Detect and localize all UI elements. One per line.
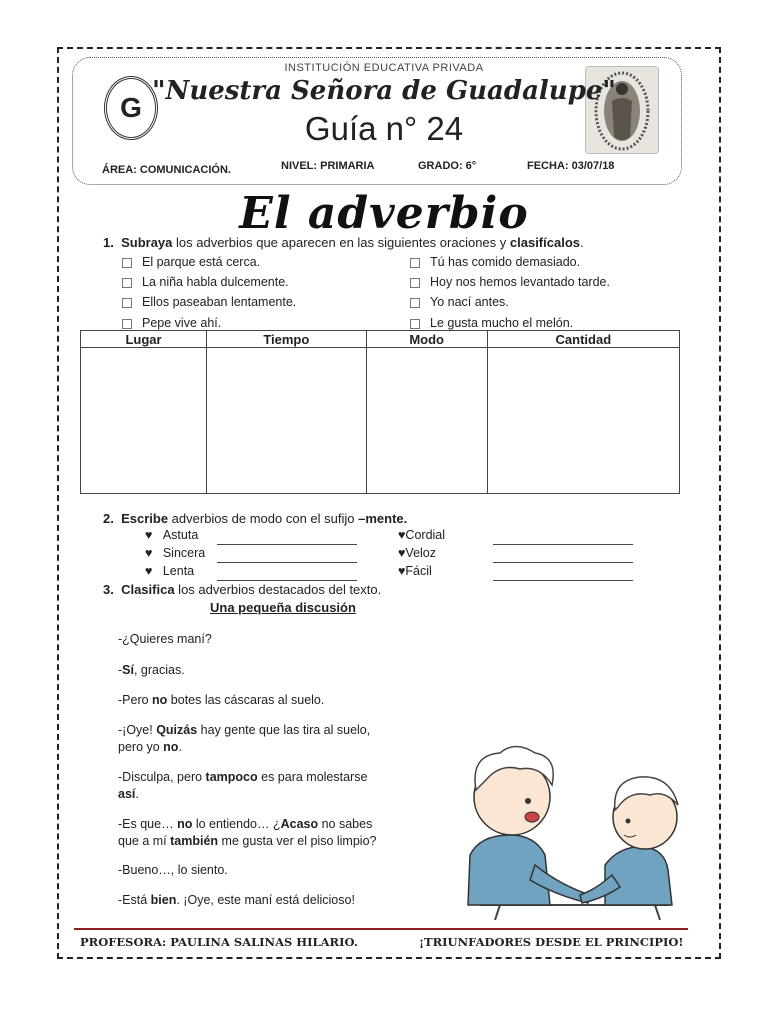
ex1-text-a: los adverbios que aparecen en las siguientes oraciones y	[172, 235, 510, 250]
sentence-right-4: Le gusta mucho el melón.	[410, 316, 573, 330]
dialogue-line-6: -Es que… no lo entiendo… ¿Acaso no sabes que a mí también me gusta ver el piso limpio?	[118, 817, 377, 848]
col-cantidad: Cantidad	[487, 331, 679, 348]
col-tiempo: Tiempo	[207, 331, 367, 348]
checkbox-icon	[410, 319, 420, 329]
dialogue-line-8: -Está bien. ¡Oye, este maní está delicioso!	[118, 893, 355, 907]
ex1-verb: Subraya	[121, 235, 173, 250]
col-modo: Modo	[366, 331, 487, 348]
answer-line-right-2[interactable]	[493, 550, 633, 568]
checkbox-icon	[122, 258, 132, 268]
col-lugar: Lugar	[81, 331, 207, 348]
ex1-verb2: clasifícalos	[509, 235, 580, 250]
checkbox-icon	[122, 319, 132, 329]
cell-cantidad[interactable]	[487, 348, 679, 494]
answer-line-right-3[interactable]	[493, 568, 633, 586]
children-illustration	[440, 735, 700, 920]
ex1-text-b: .	[580, 235, 584, 250]
word-right-2: ♥Veloz	[398, 546, 437, 560]
checkbox-icon	[410, 278, 420, 288]
cell-lugar[interactable]	[81, 348, 207, 494]
word-right-1: ♥Cordial	[398, 528, 446, 542]
heart-icon: ♥	[145, 528, 153, 542]
guide-number: Guía n° 24	[304, 110, 464, 147]
sentence-left-4: Pepe vive ahí.	[122, 316, 221, 330]
logo-letter: G	[120, 92, 142, 123]
footer-divider	[74, 928, 688, 930]
school-motto: ¡TRIUNFADORES DESDE EL PRINCIPIO!	[419, 935, 684, 949]
dialogue-line-2: -Sí, gracias.	[118, 663, 185, 677]
checkbox-icon	[410, 298, 420, 308]
answer-line-left-1[interactable]	[217, 532, 357, 550]
classification-table	[80, 330, 680, 494]
story-title: Una pequeña discusión	[210, 600, 356, 615]
dialogue-line-3: -Pero no botes las cáscaras al suelo.	[118, 693, 325, 707]
area-label: ÁREA: COMUNICACIÓN.	[102, 164, 231, 176]
exercise1-instruction	[103, 235, 584, 250]
grade-label: GRADO: 6°	[418, 160, 477, 172]
word-left-1: ♥ Astuta	[145, 528, 199, 542]
sentence-left-1: El parque está cerca.	[122, 255, 260, 269]
dialogue-line-5: -Disculpa, pero tampoco es para molestarse así.	[118, 770, 368, 801]
exercise2-instruction: 2. Escribe adverbios de modo con el sufijo –mente.	[103, 511, 408, 526]
teacher-name: PROFESORA: PAULINA SALINAS HILARIO.	[80, 935, 358, 949]
ex1-number: 1.	[103, 235, 114, 250]
heart-icon: ♥	[145, 546, 153, 560]
word-left-3: ♥ Lenta	[145, 564, 195, 578]
date-label: FECHA: 03/07/18	[527, 160, 615, 172]
checkbox-icon	[410, 258, 420, 268]
school-name: "Nuestra Señora de Guadalupe"	[152, 76, 616, 106]
sentence-left-3: Ellos paseaban lentamente.	[122, 295, 296, 309]
cell-modo[interactable]	[366, 348, 487, 494]
answer-line-right-1[interactable]	[493, 532, 633, 550]
answer-line-left-2[interactable]	[217, 550, 357, 568]
sentence-right-2: Hoy nos hemos levantado tarde.	[410, 275, 610, 289]
dialogue-line-4: -¡Oye! Quizás hay gente que las tira al suelo, pero yo no.	[118, 723, 371, 754]
heart-icon: ♥	[398, 546, 406, 560]
worksheet-title: El adverbio	[239, 188, 529, 239]
institution-type: INSTITUCIÓN EDUCATIVA PRIVADA	[284, 62, 484, 74]
sentence-left-2: La niña habla dulcemente.	[122, 275, 289, 289]
dialogue-line-7: -Bueno…, lo siento.	[118, 863, 228, 877]
heart-icon: ♥	[398, 564, 406, 578]
checkbox-icon	[122, 278, 132, 288]
level-label: NIVEL: PRIMARIA	[281, 160, 375, 172]
word-left-2: ♥ Sincera	[145, 546, 206, 560]
heart-icon: ♥	[145, 564, 153, 578]
sentence-right-1: Tú has comido demasiado.	[410, 255, 580, 269]
checkbox-icon	[122, 298, 132, 308]
exercise3-instruction: 3. Clasifica los adverbios destacados del texto.	[103, 582, 382, 597]
word-right-3: ♥Fácil	[398, 564, 432, 578]
dialogue-line-1: -¿Quieres maní?	[118, 632, 212, 646]
heart-icon: ♥	[398, 528, 406, 542]
cell-tiempo[interactable]	[207, 348, 367, 494]
sentence-right-3: Yo nací antes.	[410, 295, 509, 309]
